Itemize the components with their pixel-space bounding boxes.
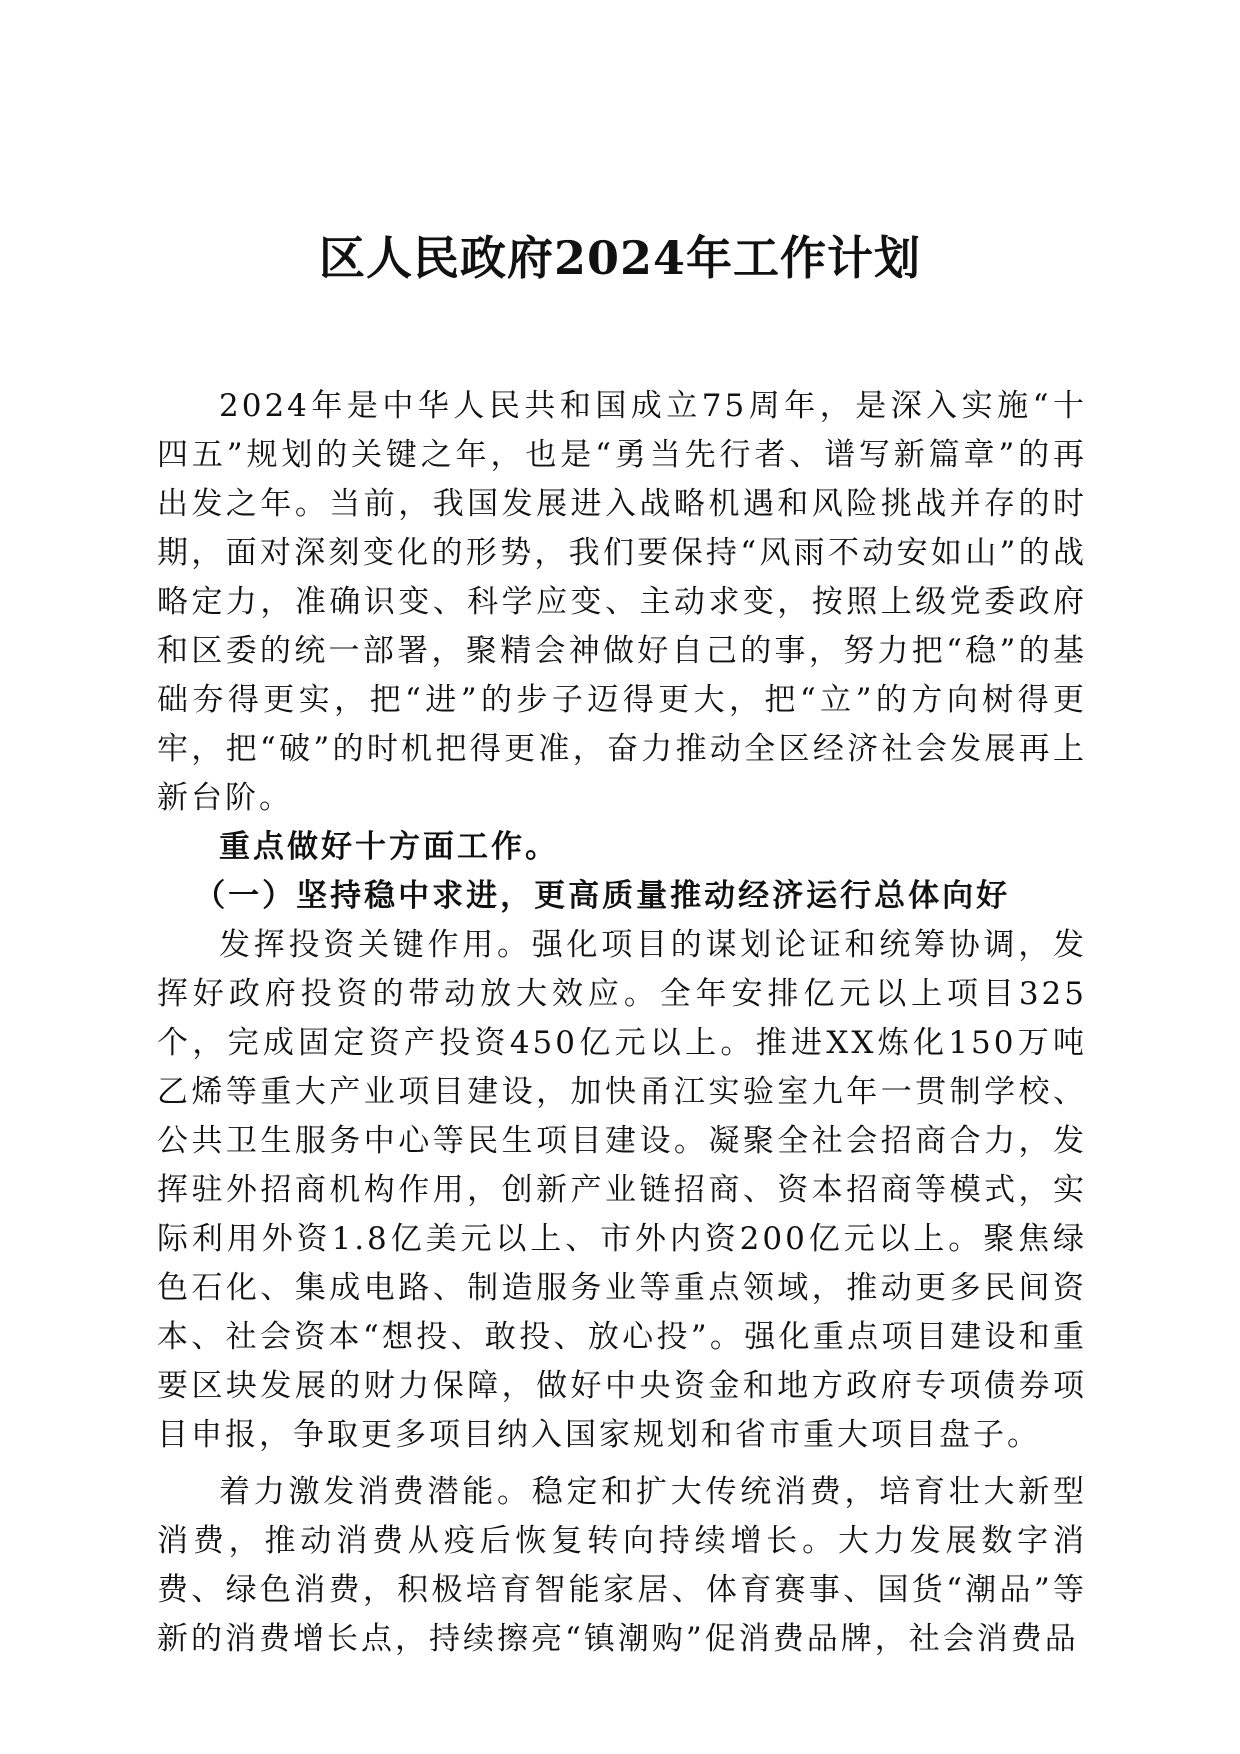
intro-paragraph: 2024年是中华人民共和国成立75周年，是深入实施“十四五”规划的关键之年，也是“勇当先行者、谱写新篇章”的再出发之年。当前，我国发展进入战略机遇和风险挑战并存的时期，面对深刻变化的形势，我们要保持“风雨不动安如山”的战略定力，准确识变、科学应变、主动求变，按照上级党委政府和区委的统一部署，聚精会神做好自己的事，努力把“稳”的基础夯得更实，把“进”的步子迈得更大，把“立”的方向树得更牢，把“破”的时机把得更准，奋力推动全区经济社会发展再上新台阶。 (157, 388, 1087, 816)
investment-paragraph: 发挥投资关键作用。强化项目的谋划论证和统筹协调，发挥好政府投资的带动放大效应。全年安排亿元以上项目325个，完成固定资产投资450亿元以上。推进XX炼化150万吨乙烯等重大产业项目建设，加快甬江实验室九年一贯制学校、公共卫生服务中心等民生项目建设。凝聚全社会招商合力，发挥驻外招商机构作用，创新产业链招商、资本招商等模式，实际利用外资1.8亿美元以上、市外内资200亿元以上。聚焦绿色石化、集成电路、制造服务业等重点领域，推动更多民间资本、社会资本“想投、敢投、放心投”。强化重点项目建设和重要区块发展的财力保障，做好中央资金和地方政府专项债券项目申报，争取更多项目纳入国家规划和省市重大项目盘子。 (157, 927, 1087, 1453)
section-heading-1: （一）坚持稳中求进，更高质量推动经济运行总体向好 (194, 878, 1011, 914)
key-work-heading: 重点做好十方面工作。 (219, 829, 559, 865)
document-body (157, 382, 1087, 1664)
consumption-paragraph: 着力激发消费潜能。稳定和扩大传统消费，培育壮大新型消费，推动消费从疫后恢复转向持续增长。大力发展数字消费、绿色消费，积极培育智能家居、体育赛事、国货“潮品”等新的消费增长点，持续擦亮“镇潮购”促消费品牌，社会消费品 (157, 1474, 1087, 1657)
document-title: 区人民政府2024年工作计划 (318, 231, 922, 285)
